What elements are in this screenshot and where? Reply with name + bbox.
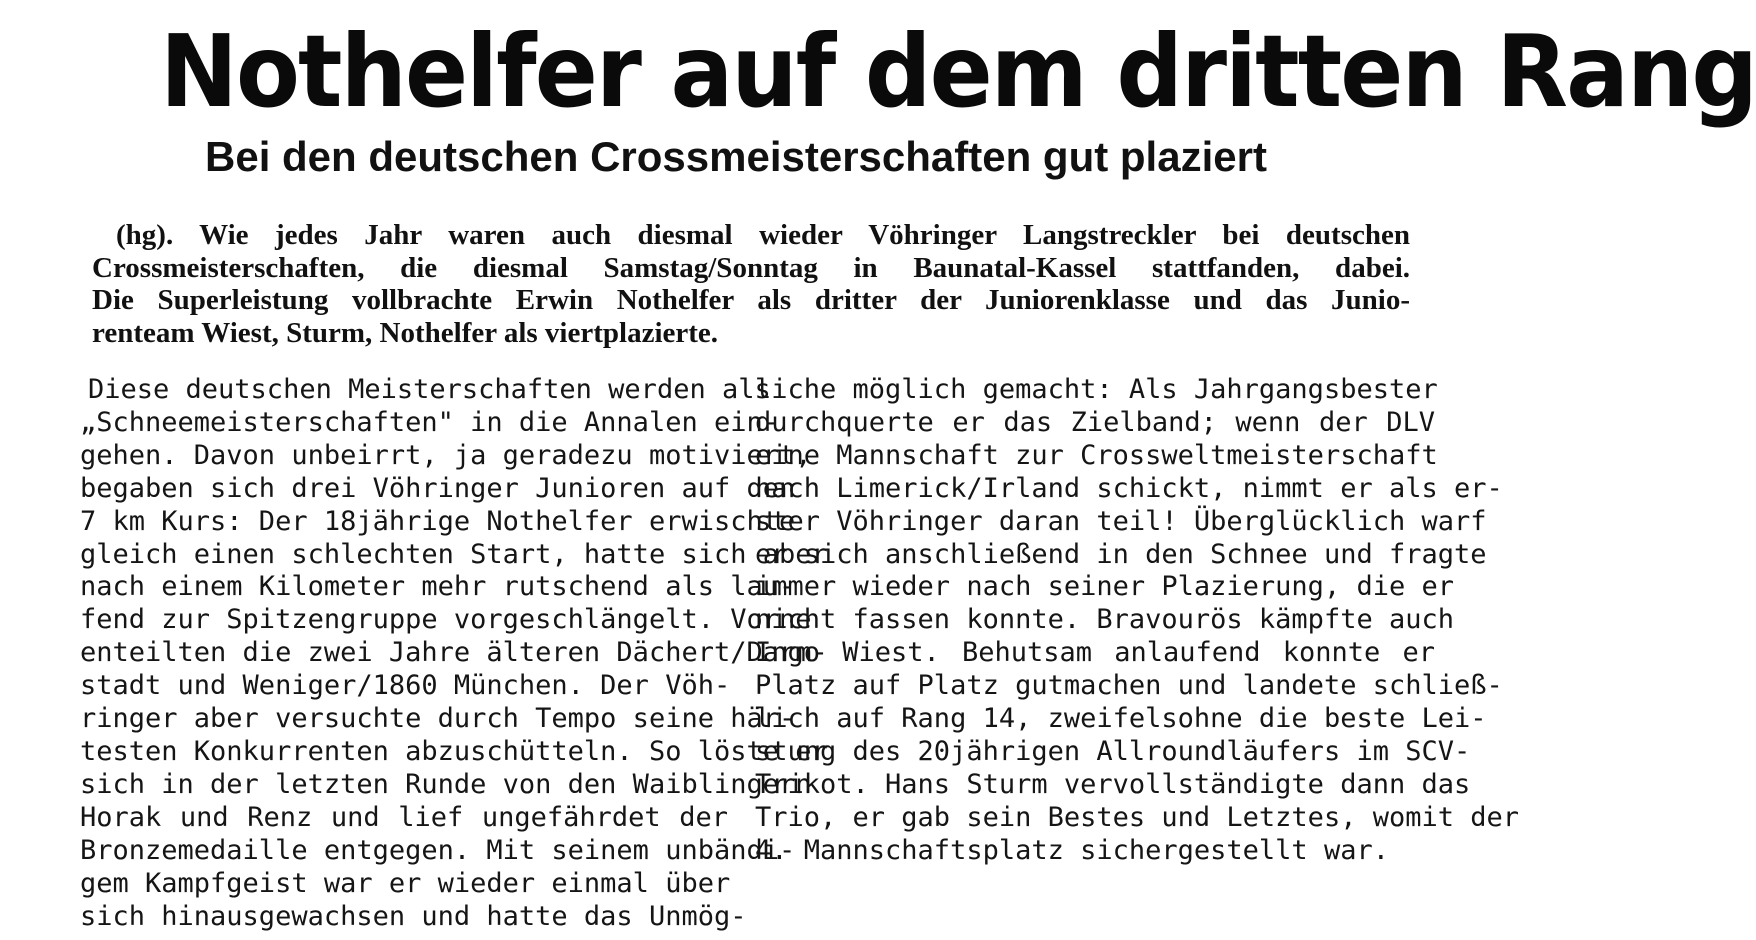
lead-line: Crossmeisterschaften, die diesmal Samstag/Sonntag in Baunatal-Kassel stattfanden, dabei. xyxy=(92,251,1410,284)
body-line: durchquerte er das Zielband; wenn der DLV xyxy=(755,406,1435,438)
body-line: nach einem Kilometer mehr rutschend als lau- xyxy=(80,571,796,603)
body-line: sich hinausgewachsen und hatte das Unmög- xyxy=(80,900,747,932)
body-line: Trio, er gab sein Bestes und Letztes, womit der xyxy=(755,801,1520,833)
body-line: nicht fassen konnte. Bravourös kämpfte auch xyxy=(755,604,1454,636)
body-line: nach Limerick/Irland schickt, nimmt er als er- xyxy=(755,472,1503,504)
body-column-left xyxy=(80,374,828,933)
body-line: Platz auf Platz gutmachen und landete schließ- xyxy=(755,670,1503,702)
body-line: testen Konkurrenten abzuschütteln. So löste er xyxy=(80,735,828,767)
lead-line: Die Superleistung vollbrachte Erwin Nothelfer als dritter der Juniorenklasse und das Junio- xyxy=(92,284,1410,316)
body-line: Diese deutschen Meisterschaften werden als xyxy=(88,374,771,405)
body-line: Bronzemedaille entgegen. Mit seinem unbändi- xyxy=(80,834,796,866)
body-line: liche möglich gemacht: Als Jahrgangsbester xyxy=(755,374,1438,405)
body-line: lich auf Rang 14, zweifelsohne die beste Lei- xyxy=(755,703,1487,735)
body-line: Ingo Wiest. Behutsam anlaufend konnte er xyxy=(755,637,1435,669)
body-line: 4. Mannschaftsplatz sichergestellt war. xyxy=(755,834,1389,866)
headline: Nothelfer auf dem dritten Rang xyxy=(160,13,1756,130)
body-line: fend zur Spitzengruppe vorgeschlängelt. Vorne xyxy=(80,604,812,636)
body-column-right xyxy=(755,374,1520,868)
body-line: ster Vöhringer daran teil! Überglücklich warf xyxy=(755,505,1487,537)
body-line: stung des 20jährigen Allroundläufers im SCV- xyxy=(755,735,1471,767)
lead-line: (hg). Wie jedes Jahr waren auch diesmal wieder Vöhringer Langstreckler bei deutschen xyxy=(116,219,1410,251)
body-line: gleich einen schlechten Start, hatte sich aber xyxy=(80,538,828,570)
body-line: gehen. Davon unbeirrt, ja geradezu motiviert, xyxy=(80,439,812,471)
body-line: immer wieder nach seiner Plazierung, die er xyxy=(755,571,1454,603)
body-line: Trikot. Hans Sturm vervollständigte dann das xyxy=(755,768,1471,800)
body-line: sich in der letzten Runde von den Waiblingern xyxy=(80,768,812,800)
subheadline: Bei den deutschen Crossmeisterschaften gut plaziert xyxy=(205,133,1267,180)
body-line: enteilten die zwei Jahre älteren Dächert/Darm- xyxy=(80,637,828,669)
body-line: gem Kampfgeist war er wieder einmal über xyxy=(80,867,731,899)
body-line: stadt und Weniger/1860 München. Der Vöh- xyxy=(80,670,731,702)
body-line: er sich anschließend in den Schnee und fragte xyxy=(755,538,1487,570)
body-line: Horak und Renz und lief ungefährdet der xyxy=(80,801,728,833)
lead-paragraph xyxy=(92,219,1410,349)
body-line: „Schneemeisterschaften" in die Annalen ein- xyxy=(80,406,779,438)
body-line: ringer aber versuchte durch Tempo seine här- xyxy=(80,703,796,735)
body-line: 7 km Kurs: Der 18jährige Nothelfer erwischte xyxy=(80,505,796,537)
lead-line: renteam Wiest, Sturm, Nothelfer als viertplazierte. xyxy=(92,316,719,349)
body-line: eine Mannschaft zur Crossweltmeisterschaft xyxy=(755,439,1438,471)
body-line: begaben sich drei Vöhringer Junioren auf den xyxy=(80,472,796,504)
